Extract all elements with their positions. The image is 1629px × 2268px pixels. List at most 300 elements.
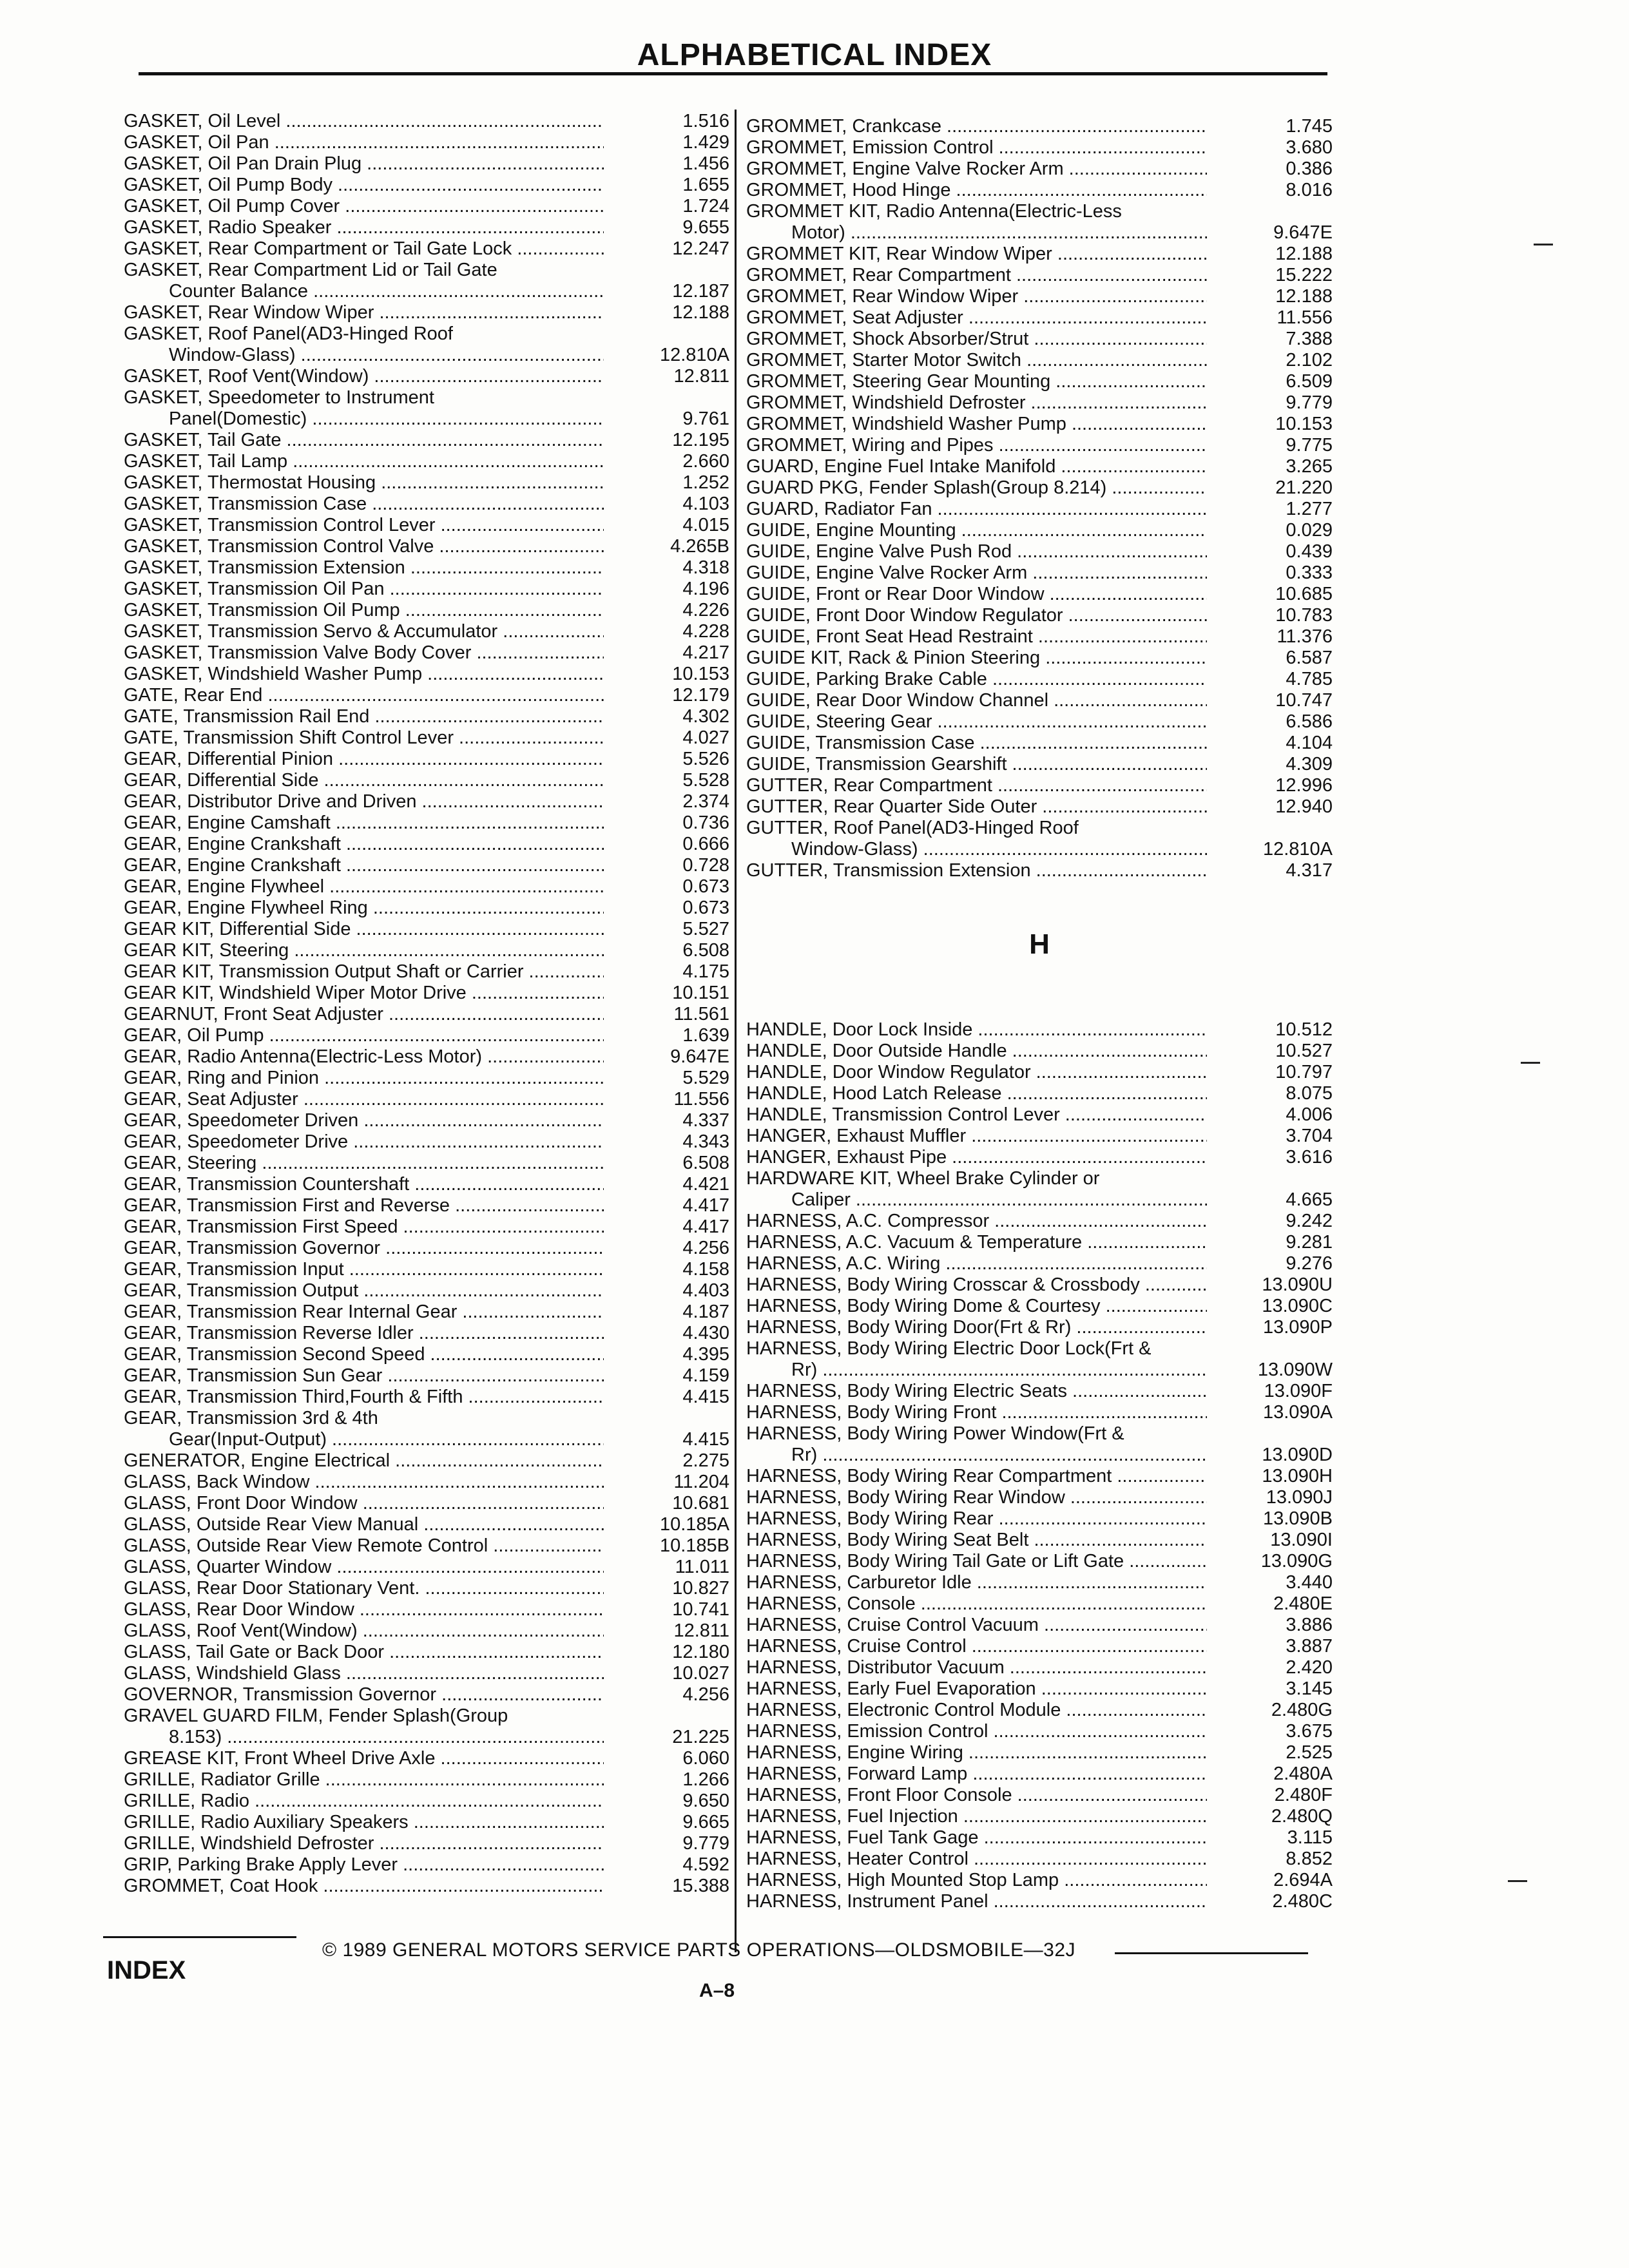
entry-page-ref: 4.104 — [1286, 733, 1333, 753]
entry-label: GASKET, Transmission Valve Body Cover ..... — [124, 642, 604, 664]
index-entry — [124, 727, 729, 749]
index-entry — [124, 1684, 729, 1706]
index-entry — [746, 1466, 1333, 1487]
index-entry — [124, 408, 729, 430]
entry-label: GASKET, Transmission Extension ..... — [124, 557, 604, 579]
index-entry — [746, 456, 1333, 477]
section-heading-h: H — [1029, 928, 1050, 960]
entry-page-ref: 2.525 — [1286, 1742, 1333, 1763]
margin-mark — [1534, 244, 1553, 245]
entry-page-ref: 2.420 — [1286, 1657, 1333, 1678]
index-entry — [124, 1344, 729, 1365]
entry-page-ref: 8.016 — [1286, 180, 1333, 200]
index-entry — [746, 733, 1333, 754]
index-entry — [746, 1551, 1333, 1572]
entry-label: GEAR, Engine Camshaft ..... — [124, 812, 604, 834]
entry-label: GEAR, Transmission Reverse Idler ..... — [124, 1323, 604, 1344]
index-entry — [746, 1678, 1333, 1700]
index-entry — [746, 1636, 1333, 1657]
entry-label: GLASS, Back Window ..... — [124, 1472, 604, 1493]
entry-page-ref: 4.226 — [682, 600, 729, 620]
index-entry — [124, 323, 729, 345]
entry-label: GEAR KIT, Transmission Output Shaft or Carrier ..... — [124, 961, 604, 983]
entry-label: HANDLE, Door Lock Inside ..... — [746, 1019, 1207, 1041]
index-entry — [746, 775, 1333, 796]
entry-label: GASKET, Rear Compartment or Tail Gate Lock ..... — [124, 238, 604, 260]
index-entry — [124, 855, 729, 876]
entry-page-ref: 3.440 — [1286, 1572, 1333, 1593]
entry-label: GROMMET, Starter Motor Switch ..... — [746, 350, 1207, 371]
entry-label: GROMMET, Hood Hinge ..... — [746, 180, 1207, 201]
entry-label: GRILLE, Radio Auxiliary Speakers ..... — [124, 1812, 604, 1833]
entry-label: Gear(Input-Output) ..... — [124, 1429, 604, 1450]
entry-label: GROMMET KIT, Radio Antenna(Electric-Less — [746, 201, 1122, 222]
entry-page-ref: 11.556 — [1277, 307, 1333, 328]
left-index-column — [124, 111, 729, 1897]
index-entry — [746, 1211, 1333, 1232]
index-entry — [746, 1360, 1333, 1381]
index-entry — [746, 541, 1333, 562]
entry-page-ref: 12.187 — [672, 281, 729, 302]
index-entry — [746, 1530, 1333, 1551]
entry-label: HARNESS, Carburetor Idle ..... — [746, 1572, 1207, 1593]
entry-label: HARNESS, Electronic Control Module ..... — [746, 1700, 1207, 1721]
index-entry — [746, 562, 1333, 584]
entry-label: HARNESS, Body Wiring Rear Compartment ..... — [746, 1466, 1207, 1487]
index-entry — [746, 1593, 1333, 1615]
entry-page-ref: 12.188 — [672, 302, 729, 323]
entry-label: GRIP, Parking Brake Apply Lever ..... — [124, 1854, 604, 1876]
entry-page-ref: 11.376 — [1277, 626, 1333, 647]
entry-page-ref: 2.480E — [1273, 1593, 1333, 1614]
entry-page-ref: 4.302 — [682, 706, 729, 727]
entry-page-ref: 4.417 — [682, 1195, 729, 1216]
entry-label: GEAR KIT, Windshield Wiper Motor Drive ..... — [124, 983, 604, 1004]
entry-page-ref: 0.029 — [1286, 520, 1333, 541]
entry-label: GUIDE, Front Door Window Regulator ..... — [746, 605, 1207, 626]
entry-label: GUARD, Radiator Fan ..... — [746, 499, 1207, 520]
index-entry — [746, 839, 1333, 860]
index-entry — [124, 1408, 729, 1429]
entry-label: HARNESS, Body Wiring Power Window(Frt & — [746, 1423, 1124, 1444]
index-entry — [746, 648, 1333, 669]
index-entry — [746, 1445, 1333, 1466]
entry-label: GASKET, Transmission Oil Pump ..... — [124, 600, 604, 621]
entry-page-ref: 10.827 — [672, 1578, 729, 1599]
entry-label: GASKET, Tail Gate ..... — [124, 430, 604, 451]
entry-label: HARDWARE KIT, Wheel Brake Cylinder or — [746, 1168, 1100, 1189]
entry-label: GASKET, Oil Pump Cover ..... — [124, 196, 604, 217]
index-entry — [746, 1870, 1333, 1891]
entry-page-ref: 2.480A — [1273, 1763, 1333, 1784]
index-entry — [124, 196, 729, 217]
entry-label: GRILLE, Radio ..... — [124, 1791, 604, 1812]
index-entry — [124, 1153, 729, 1174]
index-entry — [746, 584, 1333, 605]
index-entry — [746, 265, 1333, 286]
entry-page-ref: 4.421 — [682, 1174, 729, 1195]
entry-label: GROMMET, Engine Valve Rocker Arm ..... — [746, 159, 1207, 180]
entry-label: GROMMET, Coat Hook ..... — [124, 1876, 604, 1897]
index-entry — [124, 111, 729, 132]
entry-page-ref: 4.158 — [682, 1259, 729, 1280]
entry-page-ref: 3.145 — [1286, 1678, 1333, 1699]
index-entry — [746, 137, 1333, 159]
page-number: A–8 — [699, 1980, 735, 2001]
entry-page-ref: 5.529 — [682, 1068, 729, 1088]
entry-label: GEAR, Seat Adjuster ..... — [124, 1089, 604, 1110]
entry-page-ref: 5.526 — [682, 749, 729, 769]
entry-page-ref: 10.153 — [1275, 414, 1333, 434]
entry-label: GROMMET, Windshield Washer Pump ..... — [746, 414, 1207, 435]
entry-label: GLASS, Windshield Glass ..... — [124, 1663, 604, 1684]
entry-label: HARNESS, Body Wiring Rear Window ..... — [746, 1487, 1207, 1508]
entry-page-ref: 6.587 — [1286, 648, 1333, 668]
index-entry — [124, 1110, 729, 1131]
index-entry — [124, 217, 729, 238]
entry-page-ref: 1.655 — [682, 175, 729, 195]
index-entry — [124, 961, 729, 983]
entry-page-ref: 4.027 — [682, 727, 729, 748]
entry-page-ref: 13.090C — [1262, 1296, 1333, 1316]
index-entry — [746, 392, 1333, 414]
entry-label: HARNESS, Body Wiring Tail Gate or Lift Gate ..... — [746, 1551, 1207, 1572]
entry-label: GUTTER, Rear Quarter Side Outer ..... — [746, 796, 1207, 818]
entry-label: GLASS, Quarter Window ..... — [124, 1557, 604, 1578]
entry-label: GEAR, Engine Flywheel ..... — [124, 876, 604, 898]
entry-label: GASKET, Rear Window Wiper ..... — [124, 302, 604, 323]
entry-page-ref: 0.673 — [682, 876, 729, 897]
index-entry — [124, 1599, 729, 1620]
entry-page-ref: 13.090B — [1262, 1508, 1333, 1529]
entry-label: GEAR, Differential Side ..... — [124, 770, 604, 791]
index-entry — [124, 749, 729, 770]
index-entry — [746, 669, 1333, 690]
entry-label: GUIDE, Engine Valve Push Rod ..... — [746, 541, 1207, 562]
index-entry — [124, 387, 729, 408]
entry-page-ref: 10.153 — [672, 664, 729, 684]
entry-label: GEAR, Engine Crankshaft ..... — [124, 834, 604, 855]
index-entry — [746, 499, 1333, 520]
entry-page-ref: 8.075 — [1286, 1083, 1333, 1104]
index-entry — [124, 1748, 729, 1769]
entry-label: GEAR, Transmission First and Reverse ..... — [124, 1195, 604, 1216]
index-entry — [124, 812, 729, 834]
index-entry — [124, 685, 729, 706]
entry-label: GUIDE, Parking Brake Cable ..... — [746, 669, 1207, 690]
index-entry — [746, 1296, 1333, 1317]
index-entry — [746, 1402, 1333, 1423]
index-entry — [746, 860, 1333, 881]
index-entry — [124, 153, 729, 175]
entry-page-ref: 4.343 — [682, 1131, 729, 1152]
entry-page-ref: 13.090F — [1264, 1381, 1333, 1401]
entry-page-ref: 11.561 — [673, 1004, 729, 1024]
entry-label: GUIDE KIT, Rack & Pinion Steering ..... — [746, 648, 1207, 669]
index-entry — [124, 451, 729, 472]
margin-mark — [1521, 1062, 1540, 1064]
entry-page-ref: 12.811 — [673, 366, 729, 387]
entry-page-ref: 12.940 — [1275, 796, 1333, 817]
index-entry — [746, 1253, 1333, 1274]
entry-label: GASKET, Transmission Servo & Accumulator ..... — [124, 621, 604, 642]
index-entry — [124, 579, 729, 600]
entry-label: GEAR, Radio Antenna(Electric-Less Motor) ..... — [124, 1046, 604, 1068]
index-entry — [124, 642, 729, 664]
entry-page-ref: 4.256 — [682, 1684, 729, 1705]
entry-page-ref: 2.480Q — [1271, 1806, 1333, 1827]
entry-page-ref: 5.528 — [682, 770, 729, 791]
index-entry — [124, 1854, 729, 1876]
index-entry — [124, 1769, 729, 1791]
entry-page-ref: 10.685 — [1275, 584, 1333, 604]
entry-label: GROMMET, Wiring and Pipes ..... — [746, 435, 1207, 456]
entry-page-ref: 8.852 — [1286, 1849, 1333, 1869]
entry-label: GROMMET, Crankcase ..... — [746, 116, 1207, 137]
entry-label: GRILLE, Windshield Defroster ..... — [124, 1833, 604, 1854]
index-entry — [124, 1833, 729, 1854]
index-entry — [124, 536, 729, 557]
entry-page-ref: 10.747 — [1275, 690, 1333, 711]
entry-label: GROMMET, Steering Gear Mounting ..... — [746, 371, 1207, 392]
entry-label: GROMMET, Rear Compartment ..... — [746, 265, 1207, 286]
entry-page-ref: 4.395 — [682, 1344, 729, 1365]
entry-label: GASKET, Thermostat Housing ..... — [124, 472, 604, 494]
entry-label: GASKET, Transmission Control Valve ..... — [124, 536, 604, 557]
entry-label: GASKET, Oil Pump Body ..... — [124, 175, 604, 196]
entry-page-ref: 15.222 — [1275, 265, 1333, 285]
margin-mark — [1508, 1880, 1527, 1882]
entry-page-ref: 4.309 — [1286, 754, 1333, 774]
entry-page-ref: 3.887 — [1286, 1636, 1333, 1657]
entry-page-ref: 1.266 — [682, 1769, 729, 1790]
index-entry — [124, 175, 729, 196]
entry-label: HARNESS, Forward Lamp ..... — [746, 1763, 1207, 1785]
index-entry — [124, 1025, 729, 1046]
entry-label: GEAR, Transmission 3rd & 4th — [124, 1408, 378, 1428]
footer-section-label: INDEX — [107, 1956, 186, 1984]
entry-page-ref: 10.681 — [672, 1493, 729, 1514]
entry-label: HARNESS, Emission Control ..... — [746, 1721, 1207, 1742]
index-entry — [124, 1365, 729, 1387]
index-entry — [746, 711, 1333, 733]
entry-label: Panel(Domestic) ..... — [124, 408, 604, 430]
index-entry — [746, 1849, 1333, 1870]
entry-page-ref: 4.015 — [682, 515, 729, 535]
entry-page-ref: 2.694A — [1273, 1870, 1333, 1890]
entry-label: GASKET, Oil Pan ..... — [124, 132, 604, 153]
entry-page-ref: 1.429 — [682, 132, 729, 153]
entry-label: GEAR, Transmission Sun Gear ..... — [124, 1365, 604, 1387]
entry-label: GASKET, Radio Speaker ..... — [124, 217, 604, 238]
entry-label: GUTTER, Rear Compartment ..... — [746, 775, 1207, 796]
index-entry — [124, 1004, 729, 1025]
entry-label: HARNESS, Body Wiring Dome & Courtesy ..... — [746, 1296, 1207, 1317]
entry-page-ref: 12.179 — [672, 685, 729, 706]
entry-page-ref: 10.512 — [1275, 1019, 1333, 1040]
index-entry — [124, 1323, 729, 1344]
entry-page-ref: 4.228 — [682, 621, 729, 642]
index-entry — [124, 1387, 729, 1408]
entry-label: HANGER, Exhaust Muffler ..... — [746, 1126, 1207, 1147]
entry-page-ref: 2.660 — [682, 451, 729, 472]
entry-label: GLASS, Outside Rear View Remote Control ..... — [124, 1535, 604, 1557]
index-entry — [746, 690, 1333, 711]
entry-label: HANDLE, Door Window Regulator ..... — [746, 1062, 1207, 1083]
index-entry — [746, 1041, 1333, 1062]
index-entry — [124, 494, 729, 515]
index-entry — [746, 1019, 1333, 1041]
entry-page-ref: 11.011 — [675, 1557, 729, 1577]
index-entry — [746, 1126, 1333, 1147]
entry-page-ref: 13.090W — [1257, 1360, 1333, 1380]
entry-label: GUARD PKG, Fender Splash(Group 8.214) ..... — [746, 477, 1207, 499]
page-title: ALPHABETICAL INDEX — [637, 38, 992, 72]
index-entry — [124, 1791, 729, 1812]
entry-page-ref: 4.415 — [682, 1429, 729, 1450]
entry-label: GROMMET KIT, Rear Window Wiper ..... — [746, 244, 1207, 265]
index-entry — [746, 1317, 1333, 1338]
index-entry — [746, 1423, 1333, 1445]
entry-label: HARNESS, Cruise Control ..... — [746, 1636, 1207, 1657]
entry-page-ref: 3.265 — [1286, 456, 1333, 477]
entry-label: GUIDE, Front Seat Head Restraint ..... — [746, 626, 1207, 648]
entry-page-ref: 10.741 — [672, 1599, 729, 1620]
entry-page-ref: 12.188 — [1275, 286, 1333, 307]
index-entry — [746, 1168, 1333, 1189]
entry-page-ref: 4.159 — [682, 1365, 729, 1386]
entry-page-ref: 12.810A — [659, 345, 729, 365]
index-entry — [124, 983, 729, 1004]
index-entry — [124, 1557, 729, 1578]
entry-label: GEAR KIT, Steering ..... — [124, 940, 604, 961]
entry-label: GROMMET, Windshield Defroster ..... — [746, 392, 1207, 414]
right-index-column — [746, 116, 1333, 1912]
index-entry — [124, 621, 729, 642]
entry-page-ref: 1.639 — [682, 1025, 729, 1046]
index-entry — [124, 898, 729, 919]
entry-page-ref: 4.785 — [1286, 669, 1333, 689]
entry-page-ref: 4.217 — [682, 642, 729, 663]
footer-rule-left — [103, 1936, 296, 1938]
footer-copyright: © 1989 GENERAL MOTORS SERVICE PARTS OPERATIONS—OLDSMOBILE—32J — [322, 1939, 1076, 1961]
entry-page-ref: 13.090P — [1262, 1317, 1333, 1338]
entry-label: GASKET, Transmission Case ..... — [124, 494, 604, 515]
entry-label: HARNESS, Console ..... — [746, 1593, 1207, 1615]
entry-page-ref: 0.439 — [1286, 541, 1333, 562]
entry-page-ref: 10.185B — [659, 1535, 729, 1556]
entry-page-ref: 3.616 — [1286, 1147, 1333, 1168]
index-entry — [124, 1195, 729, 1216]
entry-label: GUTTER, Transmission Extension ..... — [746, 860, 1207, 881]
entry-label: 8.153) ..... — [124, 1727, 604, 1748]
index-entry — [124, 1620, 729, 1642]
entry-page-ref: 12.811 — [673, 1620, 729, 1641]
index-entry — [746, 1763, 1333, 1785]
index-entry — [746, 477, 1333, 499]
index-entry — [746, 1189, 1333, 1211]
index-entry — [746, 1083, 1333, 1104]
entry-label: GLASS, Front Door Window ..... — [124, 1493, 604, 1514]
entry-page-ref: 0.666 — [682, 834, 729, 854]
index-entry — [124, 1514, 729, 1535]
entry-label: GASKET, Roof Panel(AD3-Hinged Roof — [124, 323, 453, 344]
entry-label: GASKET, Rear Compartment Lid or Tail Gate — [124, 260, 497, 280]
entry-page-ref: 3.704 — [1286, 1126, 1333, 1146]
index-entry — [746, 1700, 1333, 1721]
index-entry — [124, 430, 729, 451]
index-entry — [746, 1487, 1333, 1508]
entry-page-ref: 2.102 — [1286, 350, 1333, 370]
entry-label: GOVERNOR, Transmission Governor ..... — [124, 1684, 604, 1706]
entry-label: HARNESS, Body Wiring Electric Door Lock(Frt & — [746, 1338, 1152, 1359]
index-entry — [746, 1721, 1333, 1742]
entry-page-ref: 2.374 — [682, 791, 729, 812]
entry-label: GEAR, Engine Flywheel Ring ..... — [124, 898, 604, 919]
entry-page-ref: 9.647E — [1273, 222, 1333, 243]
entry-page-ref: 9.655 — [682, 217, 729, 238]
entry-label: HARNESS, Heater Control ..... — [746, 1849, 1207, 1870]
entry-page-ref: 9.242 — [1286, 1211, 1333, 1231]
entry-page-ref: 10.527 — [1275, 1041, 1333, 1061]
entry-page-ref: 4.665 — [1286, 1189, 1333, 1210]
entry-page-ref: 4.417 — [682, 1216, 729, 1237]
entry-page-ref: 1.456 — [682, 153, 729, 174]
index-entry — [124, 1493, 729, 1514]
entry-page-ref: 4.592 — [682, 1854, 729, 1875]
entry-label: GENERATOR, Engine Electrical ..... — [124, 1450, 604, 1472]
entry-page-ref: 15.388 — [672, 1876, 729, 1896]
entry-label: HARNESS, Instrument Panel ..... — [746, 1891, 1207, 1912]
entry-page-ref: 4.430 — [682, 1323, 729, 1343]
entry-label: GASKET, Speedometer to Instrument — [124, 387, 434, 408]
index-entry — [746, 1891, 1333, 1912]
entry-page-ref: 6.509 — [1286, 371, 1333, 392]
index-entry — [746, 605, 1333, 626]
entry-label: HARNESS, Body Wiring Door(Frt & Rr) ..... — [746, 1317, 1207, 1338]
entry-label: Motor) ..... — [746, 222, 1207, 244]
index-entry — [746, 414, 1333, 435]
index-entry — [746, 201, 1333, 222]
index-entry — [124, 1578, 729, 1599]
entry-page-ref: 3.886 — [1286, 1615, 1333, 1635]
index-entry — [746, 286, 1333, 307]
index-entry — [124, 876, 729, 898]
index-entry — [124, 1046, 729, 1068]
index-entry — [746, 222, 1333, 244]
entry-page-ref: 5.527 — [682, 919, 729, 939]
entry-page-ref: 4.187 — [682, 1302, 729, 1322]
entry-label: HANDLE, Door Outside Handle ..... — [746, 1041, 1207, 1062]
entry-page-ref: 9.761 — [682, 408, 729, 429]
index-entry — [746, 116, 1333, 137]
entry-label: HARNESS, Body Wiring Seat Belt ..... — [746, 1530, 1207, 1551]
index-entry — [124, 132, 729, 153]
entry-label: GEAR, Transmission Rear Internal Gear ..... — [124, 1302, 604, 1323]
entry-label: GEAR, Oil Pump ..... — [124, 1025, 604, 1046]
index-entry — [746, 1381, 1333, 1402]
entry-label: HANDLE, Hood Latch Release ..... — [746, 1083, 1207, 1104]
entry-label: GASKET, Oil Pan Drain Plug ..... — [124, 153, 604, 175]
entry-page-ref: 0.386 — [1286, 159, 1333, 179]
index-entry — [746, 1657, 1333, 1678]
entry-page-ref: 10.151 — [672, 983, 729, 1003]
entry-label: GUIDE, Engine Valve Rocker Arm ..... — [746, 562, 1207, 584]
entry-page-ref: 12.247 — [672, 238, 729, 259]
index-entry — [746, 371, 1333, 392]
index-entry — [124, 1302, 729, 1323]
entry-label: HANDLE, Transmission Control Lever ..... — [746, 1104, 1207, 1126]
